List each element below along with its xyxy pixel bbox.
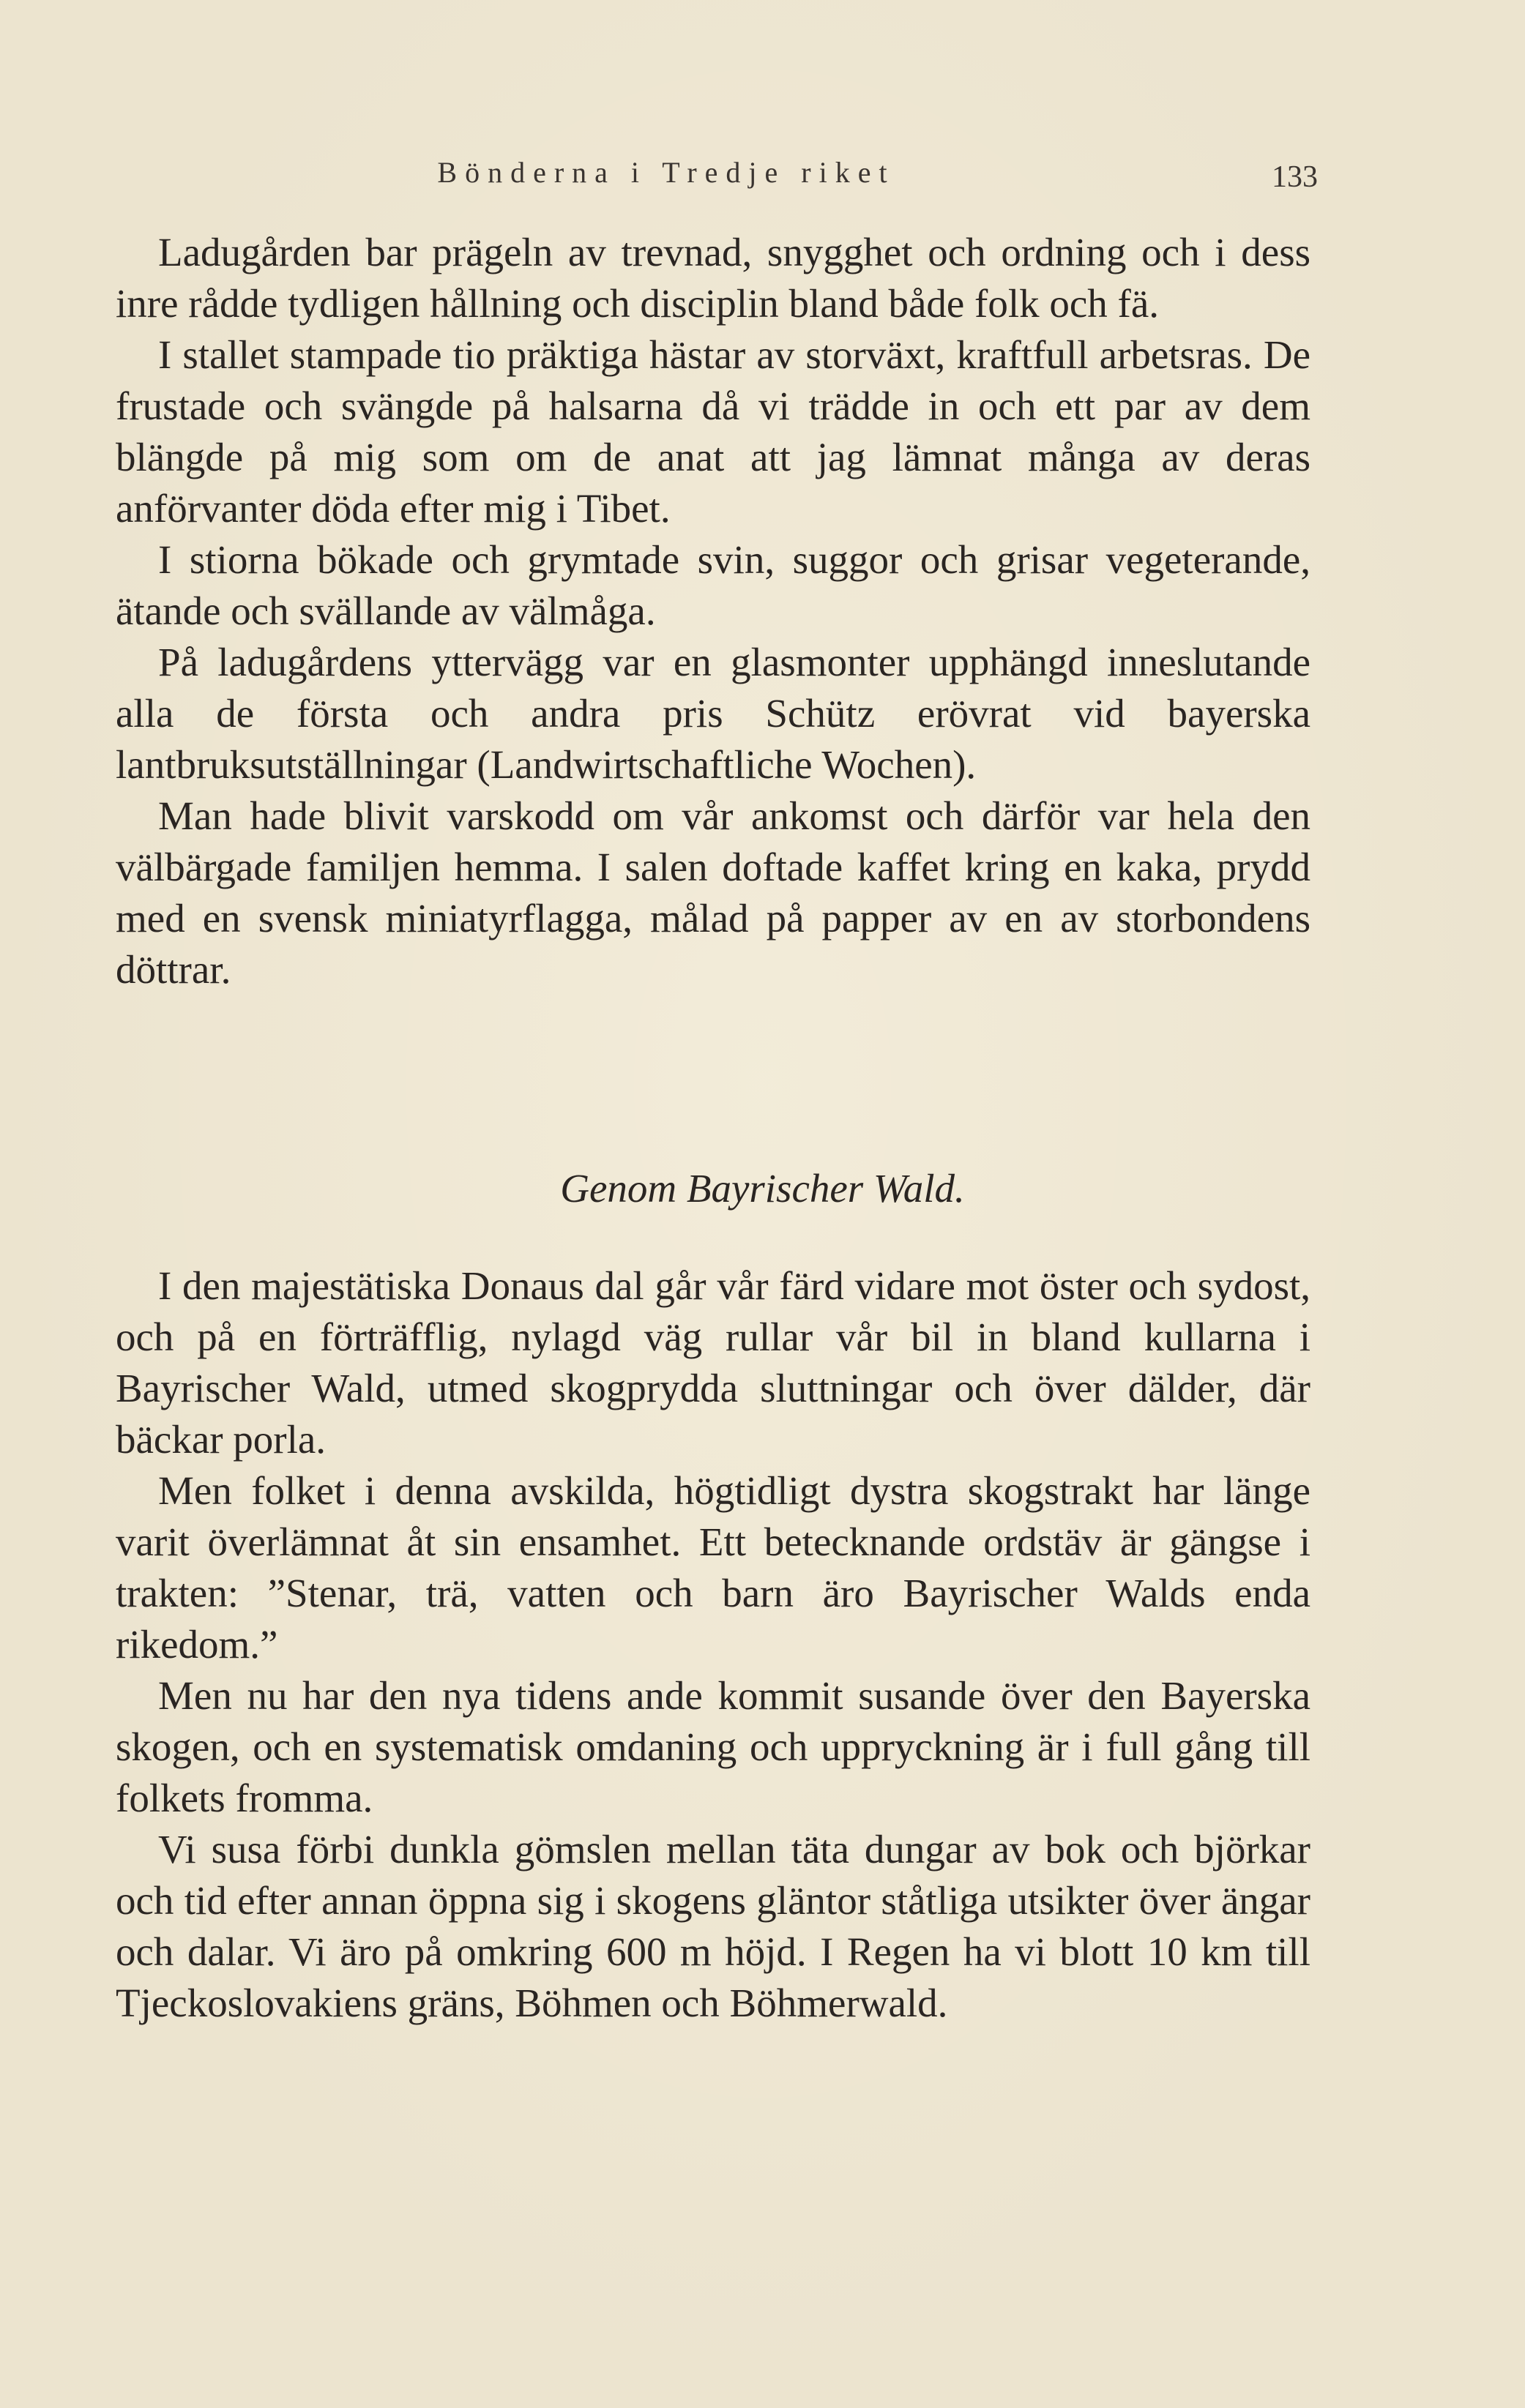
paragraph: Men folket i denna avskilda, högtidligt dystra skogstrakt har länge varit överlämnat åt sin ensamhet. Ett betecknande ordstäv är gängse i trakten: ”Stenar, trä, vatten och barn äro Bayrischer Walds enda rikedom.”	[116, 1468, 1310, 1667]
section-2-body	[116, 1260, 1310, 2029]
paragraph: Ladugården bar prägeln av trevnad, snygghet och ordning och i dess inre rådde tydligen hållning och disciplin bland både folk och fä.	[116, 230, 1310, 326]
paragraph: Men nu har den nya tidens ande kommit susande över den Bayerska skogen, och en systematisk omdaning och uppryckning är i full gång till folkets fromma.	[116, 1673, 1310, 1820]
running-title: Bönderna i Tredje riket	[437, 156, 895, 189]
paragraph: Vi susa förbi dunkla gömslen mellan täta dungar av bok och björkar och tid efter annan öppna sig i skogens gläntor ståtliga utsikter över ängar och dalar. Vi äro på omkring 600 m höjd. I Regen ha vi blott 10 km till Tjeckoslovakiens gräns, Böhmen och Böhmerwald.	[116, 1827, 1310, 2025]
paragraph: I stallet stampade tio präktiga hästar av storväxt, kraftfull arbetsras. De frustade och svängde på halsarna då vi trädde in och ett par av dem blängde på mig som om de anat att jag lämnat många av deras anförvanter döda efter mig i Tibet.	[116, 332, 1310, 531]
paragraph: Man hade blivit varskodd om vår ankomst och därför var hela den välbärgade familjen hemma. I salen doftade kaffet kring en kaka, prydd med en svensk miniatyrflagga, målad på papper av en av storbondens döttrar.	[116, 793, 1310, 992]
paragraph: I den majestätiska Donaus dal går vår färd vidare mot öster och sydost, och på en förträfflig, nylagd väg rullar vår bil in bland kullarna i Bayrischer Wald, utmed skogprydda sluttningar och över dälder, där bäckar porla.	[116, 1263, 1310, 1462]
section-1-body	[116, 227, 1310, 995]
paragraph: I stiorna bökade och grymtade svin, suggor och grisar vegeterande, ätande och svällande av välmåga.	[116, 537, 1310, 633]
section-heading: Genom Bayrischer Wald.	[560, 1166, 965, 1211]
paragraph: På ladugårdens yttervägg var en glasmonter upphängd inneslutande alla de första och andra pris Schütz erövrat vid bayerska lantbruksutställningar (Landwirtschaftliche Wochen).	[116, 640, 1310, 787]
running-head	[117, 155, 1318, 199]
page-number: 133	[1272, 160, 1318, 194]
